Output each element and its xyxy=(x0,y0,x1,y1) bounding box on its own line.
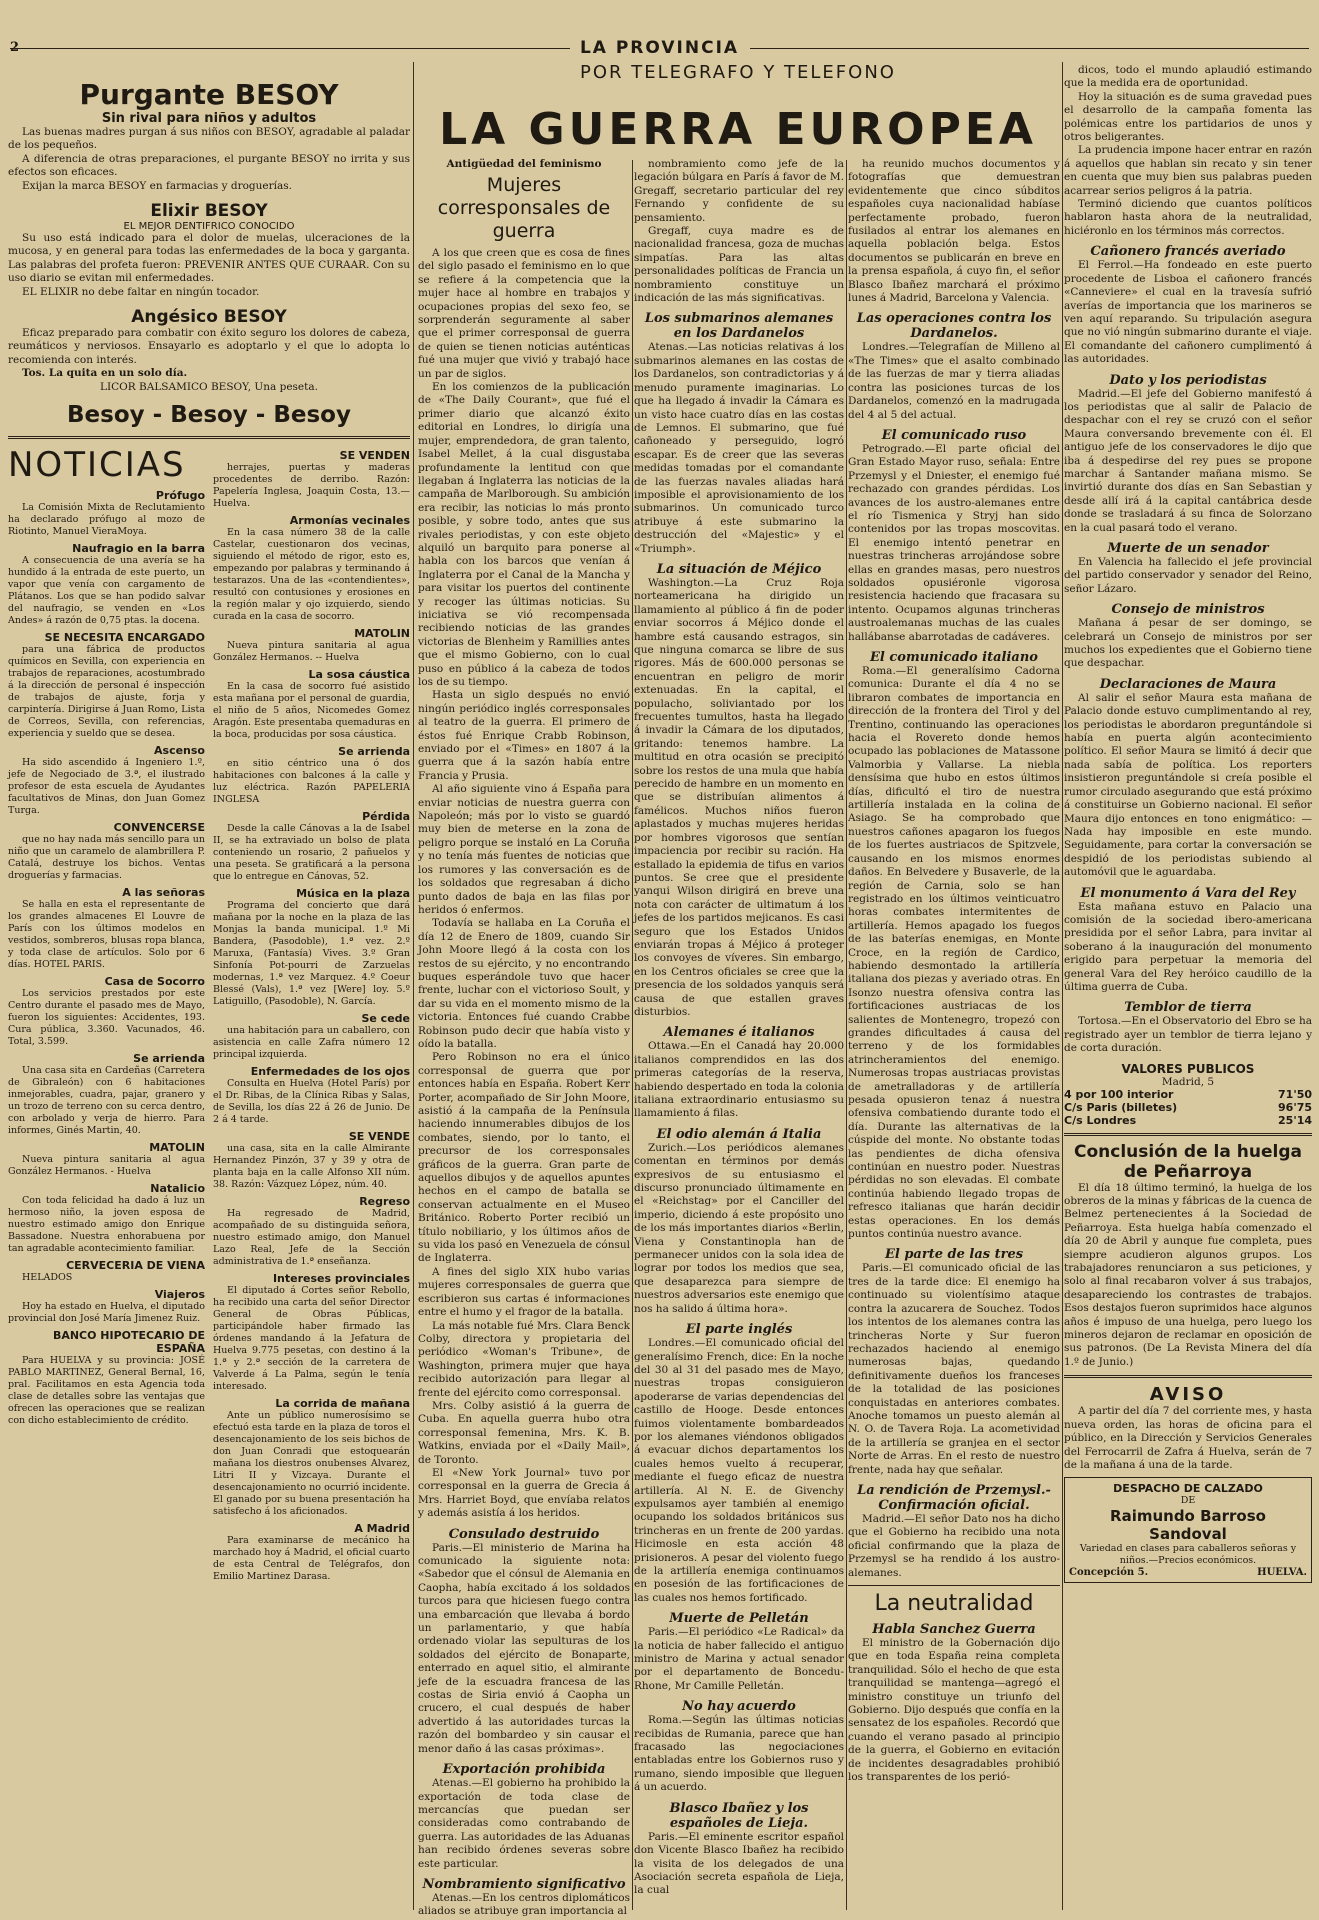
article-paragraph: Mrs. Colby asistió á la guerra de Cuba. En aquella guerra hubo otra corresponsal femenina, Mrs. K. B. Watkins, enviada por el «Daily Mail», de Toronto. xyxy=(418,1399,630,1466)
news-text: El día 18 último terminó, la huelga de los obreros de la minas y fábricas de la cuenca de Belmez pertenecientes á la Sociedad de Peñarroya. Esta huelga había comenzado el día 20 de Abril y aunque fue completa, pues siempre acudieron algunos grupos. Los trabajadores renunciaron a sus peticiones, y solo al final recabaron volver á sus trabajos, desapareciendo los contrastes de trabajos. Esos destajos fueron suprimidos hace algunos años é impuso de una huelga, pero luego los mineros dejaron de reclamar en oposición de sus patronos. (De La Revista Minera del día 1.º de Junio.) xyxy=(1064,1181,1312,1368)
noticia-title: A las señoras xyxy=(122,886,205,900)
column-news-3 xyxy=(634,158,844,1910)
noticia-text: en sitio céntrico una ó dos habitaciones con balcones á la calle y luz eléctrica. Razón PAPELERIA INGLESA xyxy=(213,758,410,806)
valores-title: VALORES PUBLICOS xyxy=(1121,1061,1255,1076)
news-title: La rendición de Przemysl.-Confirmación oficial. xyxy=(857,1482,1051,1513)
valores-value: 25'14 xyxy=(1278,1113,1312,1127)
besoy-footer: Besoy - Besoy - Besoy xyxy=(67,402,351,429)
news-title: Consejo de ministros xyxy=(1111,602,1265,618)
noticia-text: Ha sido ascendido á Ingeniero 1.º, jefe de Negociado de 3.ª, el ilustrado profesor de esta escuela de Ayudantes facultativos de Minas, don Juan Gomez Turga. xyxy=(8,757,205,817)
news-text: Al salir el señor Maura esta mañana de Palacio donde estuvo cumplimentando al rey, los periodistas le abordaron preguntándole si había en puerta algún acontecimiento político. El señor Maura se limitó á decir que nada sabía de política. Los reporters insistieron preguntándole si creía posible el rumor circulado asegurando que está próximo á constituirse un Gobierno nacional. El señor Maura dijo entonces en tono enigmático: —Nada hay imposible en este mundo. Seguidamente, para cortar la conversación se despidió de los periodistas subiendo al automóvil que le aguardaba. xyxy=(1064,691,1312,879)
news-title: El odio alemán á Italia xyxy=(656,1126,822,1142)
column-news-4 xyxy=(848,158,1060,1910)
elixir-text: Su uso está indicado para el dolor de muelas, ulceraciones de la mucosa, y en general para todas las enfermedades de la boca y garganta. Las palabras del profeta fueron: PREVENIR ANTES QUE CURAAR. Con su uso diario se evitan mil enfermedades. xyxy=(8,232,410,285)
news-text: dicos, todo el mundo aplaudió estimando que la medida era de oportunidad. xyxy=(1064,64,1312,90)
article-paragraph: Hasta un siglo después no envió ningún periódico inglés corresponsales al teatro de la guerra. El primero de éstos fué Enrique Crabb Robinson, enviado por el «Times» en 1807 á la guerra que á la sazón había entre Francia y Prusia. xyxy=(418,689,630,782)
news-text: Atenas.—El gobierno ha prohibido la exportación de toda clase de mercancías que puedan ser consideradas como contrabando de guerra. Las autoridades de las Aduanas han recibido órdenes severas sobre este particular. xyxy=(418,1777,630,1870)
news-text: Esta mañana estuvo en Palacio una comisión de la sociedad ibero-americana presidida por el señor Labra, para invitar al soberano á la inauguración del monumento erigido para perpetuar la memoria del general Vara del Rey heróico caudillo de la última guerra de Cuba. xyxy=(1064,900,1312,993)
valores-value: 71'50 xyxy=(1278,1087,1312,1101)
noticia-title: Natalicio xyxy=(150,1182,205,1196)
news-title: El comunicado ruso xyxy=(881,427,1027,443)
news-title: Los submarinos alemanes en los Dardanelos xyxy=(644,311,834,342)
news-title-large: Conclusión de la huelga de Peñarroya xyxy=(1074,1141,1302,1182)
angesico-title: Angésico BESOY xyxy=(131,307,287,328)
article-paragraph: La más notable fué Mrs. Clara Benck Colby, directora y propietaria del periódico «Woman's Tribune», de Washington, primera mujer que haya recibido autorización para llegar al frente del ejército como corresponsal. xyxy=(418,1319,630,1399)
divider xyxy=(848,1585,1060,1586)
news-text: Paris.—El comunicado oficial de las tres de la tarde dice: El enemigo ha continuado su violentísimo ataque contra la azucarera de Souchez. Todos los intentos de los alemanes contra las trincheras Norte y Sur fueron rechazados haciendo al enemigo numerosas bajas, quedando definitivamente dueños los franceses de la totalidad de las posiciones conquistadas en anteriores combates. Anoche tomamos un puesto alemán al N. O. de Tavera Roja. La acometividad de la artillería se granjea en el sector Norte de Arras. En el resto de nuestro frente, nada hay que señalar. xyxy=(848,1262,1060,1476)
article-paragraph: En los comienzos de la publicación de «The Daily Courant», que fué el primer diario que alcanzó éxito editorial en Londres, lo dirigía una mujer, emprendedora, de gran talento, Isabel Mellet, á la cual disgustaba profundamente la lentitud con que llegaban á Inglaterra las noticias de la campaña de Marlborough. Su ambición era recibir, las noticias lo más pronto posible, y sobre todo, antes que sus rivales periodistas, y con este objeto alquiló un barquito para ponerse al habla con los barcos que venían á Inglaterra por el Canal de la Mancha y para visitar los puertos del continente y recoger las últimas noticias. Su iniciativa se vió recompensada recibiendo noticias de las grandes victorias de Blenheim y Ramillies antes que el mismo Gobierno, con lo cual puso en público á la cabeza de todos los de su tiempo. xyxy=(418,381,630,688)
noticia-text: Con toda felicidad ha dado á luz un hermoso niño, la joven esposa de nuestro estimado amigo don Enrique Bassadone. Nuestra enhorabuena por tan agradable acontecimiento familiar. xyxy=(8,1195,205,1255)
news-title: Blasco Ibañez y los españoles de Lieja. xyxy=(669,1800,809,1831)
calzado-text: Variedad en clases para caballeros señoras y niños.—Precios económicos. xyxy=(1079,1543,1297,1567)
column-rule xyxy=(413,62,414,1910)
tos-text: Tos. La quita en un solo día. xyxy=(22,367,188,380)
besoy-text: Exijan la marca BESOY en farmacias y droguerías. xyxy=(22,179,292,192)
calzado-address xyxy=(1069,1567,1307,1578)
article-paragraph: El «New York Journal» tuvo por corresponsal en la guerra de Grecia á Mrs. Harriet Boyd, que envíaba relatos y además asistía á los heridos. xyxy=(418,1466,630,1520)
valores-row xyxy=(1064,1101,1312,1114)
column-ads-noticias xyxy=(8,64,410,1910)
news-text: ha reunido muchos documentos y fotografías que demuestran evidentemente que cinco súbditos españoles cuya nacionalidad habíase perfectamente probado, fueron fusilados al entrar los alemanes en aquella población belga. Estos documentos se publicarán en breve en la prensa española, á cuyo fin, el señor Blasco Ibañez marchará el próximo lunes á Madrid, Barcelona y Valencia. xyxy=(848,158,1060,305)
article-kicker: Antigüedad del feminismo xyxy=(446,158,602,170)
news-title: Muerte de Pelletán xyxy=(669,1611,809,1627)
news-title: El parte inglés xyxy=(685,1322,793,1338)
news-text: Londres.—El comunicado oficial del generalísimo French, dice: En la noche del 30 al 31 del pasado mes de Mayo, nuestras tropas consiguieron apoderarse de varias dependencias del castillo de Hooge. Desde entonces fuimos violentamente bombardeados por los alemanes viéndonos obligados á evacuar dichos departamentos los cuales hemos vuelto á recuperar, mediante el fuego eficaz de nuestra artillería. Al N. E. de Givenchy expulsamos ayer también al enemigo ocupando los soldados británicos sus trincheras en un frente de 200 yardas. Hicimosle en esta acción 48 prisioneros. A pesar del violento fuego de la artillería enemiga continuamos en posesión de las fortificaciones de las cuales nos hemos fortificado. xyxy=(634,1337,844,1604)
news-text: Madrid.—El jefe del Gobierno manifestó á los periodistas que al salir de Palacio de despachar con el rey se cruzó con el señor Maura conversando brevemente con él. El antiguo jefe de los conservadores le dijo que iba á despedirse del rey pues se propone marchar á Santander mañana mismo. Se invirtió durante dos días en San Sebastian y desde allí irá á la capital cantábrica desde donde se trasladará á su finca de Solorzano en la cual pasará todo el verano. xyxy=(1064,387,1312,534)
column-rule xyxy=(846,160,847,1910)
column-news-5 xyxy=(1064,64,1312,1910)
news-text: Washington.—La Cruz Roja norteamericana ha dirigido un llamamiento al público á fin de poder enviar socorros á Méjico donde el hambre está causando estragos, sin que ninguna comarca se libre de sus rigores. Más de 600.000 personas se encuentran en peligro de morir extenuadas. En la capital, el populacho, soliviantado por los frecuentes tumultos, hasta ha llegado á invadir la Cámara de los diputados, gritando: tenemos hambre. La multitud en otra ocasión se precipitó sobre los restos de una mula que había perecido de hambre en un momento en que se distribuían alimentos á famélicos. Muchos niños fueron aplastados y muchas mujeres heridas por hombres vigorosos que sentían impaciencia por recibir su ración. Ha estallado la epidemia de tifus en varios puntos. Se cree que el presidente yanqui Wilson dirigirá en breve una nota con carácter de ultimatum á los jefes de los partidos mejicanos. Es casi seguro que los Estados Unidos enviarán tropas á Méjico á proteger los convoyes de víveres. Sin embargo, en los Centros oficiales se cree que la presencia de los soldados yanquis será causa de que estallen graves disturbios. xyxy=(634,576,844,1018)
news-text: Atenas.—En los centros diplomáticos aliados se atribuye gran importancia al xyxy=(418,1891,630,1918)
noticias-right xyxy=(213,445,410,1583)
divider xyxy=(1064,1133,1312,1136)
valores-row xyxy=(1064,1114,1312,1127)
calzado-city: HUELVA. xyxy=(1257,1567,1307,1579)
news-text: Londres.—Telegrafían de Milleno al «The Times» que el asalto combinado de las fuerzas de mar y tierra aliadas contra las posiciones turcas de los Dardanelos, comenzó en la madrugada del 4 al 5 del actual. xyxy=(848,341,1060,421)
calzado-title: DESPACHO DE CALZADO xyxy=(1113,1482,1263,1496)
news-title: Las operaciones contra los Dardanelos. xyxy=(856,311,1052,342)
noticia-text: una habitación para un caballero, con asistencia en calle Zafra número 12 principal izquierda. xyxy=(213,1025,410,1061)
noticia-title: La sosa cáustica xyxy=(308,668,410,682)
news-title: El comunicado italiano xyxy=(870,650,1038,665)
news-title: Cañonero francés averiado xyxy=(1090,244,1286,260)
news-text: Zurich.—Los periódicos alemanes comentan en términos por demás expresivos de su entusiasmo el discurso pronunciado últimamente en el «Reichstag» por el Canciller del imperio, diciendo á este propósito uno de los más importantes diarios «Berlin, Viena y Constantinopla han de permanecer unidos con la sola idea de lograr por todos los medios que sea, que desaparezca para siempre de nuestros adversarios este enemigo que nos ha salido á última hora». xyxy=(634,1141,844,1315)
news-text: Hoy la situación es de suma gravedad pues el desarrollo de la campaña fomenta las polémicas entre los partidarios de unos y otros beligerantes. xyxy=(1064,90,1312,144)
noticia-text: HELADOS xyxy=(22,1272,73,1284)
noticia-text: Una casa sita en Cardeñas (Carretera de Gibraleón) con 6 habitaciones inmejorables, cuadra, pajar, granero y un trozo de terreno con su cerca dentro, con arbolado y verja de hierro. Para informes, Ginés Martin, 40. xyxy=(8,1065,205,1137)
noticia-title: CONVENCERSE xyxy=(113,821,205,835)
main-headline: LA GUERRA EUROPEA xyxy=(439,104,1037,155)
valores-table xyxy=(1064,1088,1312,1127)
noticia-text: para una fábrica de productos químicos en Sevilla, con experiencia en trabajos de reparaciones, acostumbrado á la dirección de personal é inspección de trabajos de ajuste, forja y carpintería. Dirigirse á Juan Romo, Lista de Correos, Sevilla, con referencias, experiencia y sueldo que se desea. xyxy=(8,644,205,740)
noticia-text: Desde la calle Cánovas a la de Isabel II, se ha extraviado un bolso de plata conteniendo un rosario, 2 pañuelos y una peseta. Se gratificará a la persona que lo entregue en Cánovas, 52. xyxy=(213,823,410,883)
news-text: Paris.—El eminente escritor español don Vicente Blasco Ibañez ha recibido la visita de los delegados de una Asociación secreta española de Lieja, la cual xyxy=(634,1830,844,1897)
noticia-title: CERVECERIA DE VIENA xyxy=(66,1259,205,1273)
news-title: No hay acuerdo xyxy=(682,1699,796,1715)
noticia-text: que no hay nada más sencillo para un niño que un caramelo de alambrillera P. Catalá, destruye los bichos. Ventas droguerías y farmacias. xyxy=(8,834,205,882)
page-number: 2 xyxy=(10,40,20,55)
besoy-text: A diferencia de otras preparaciones, el purgante BESOY no irrita y sus efectos son eficaces. xyxy=(8,152,410,179)
noticia-title: A Madrid xyxy=(354,1522,410,1536)
aviso-text: A partir del día 7 del corriente mes, y hasta nueva orden, las horas de oficina para el público, en la Dirección y Servicios Generales del Ferrocarril de Zafra á Huelva, serán de 7 de la mañana á una de la tarde. xyxy=(1064,1405,1312,1471)
noticia-text: Los servicios prestados por este Centro durante el pasado mes de Mayo, fueron los siguientes: Accidentes, 193. Cura pública, 3.360. Vacunados, 46. Total, 3.599. xyxy=(8,988,205,1048)
noticia-title: La corrida de mañana xyxy=(275,1397,410,1411)
news-text: Roma.—Según las últimas noticias recibidas de Rumania, parece que han fracasado las negociaciones entabladas entre los Gobiernos ruso y rumano, siendo imposible que lleguen á un acuerdo. xyxy=(634,1714,844,1794)
news-text: Terminó diciendo que cuantos políticos hablaron hasta ahora de la neutralidad, hiciéronlo en los términos más correctos. xyxy=(1064,198,1312,237)
noticia-title: Prófugo xyxy=(155,489,205,503)
news-text: Petrogrado.—El parte oficial del Gran Estado Mayor ruso, señala: Entre Przemysl y el Dniester, el enemigo fué rechazado con grandes pérdidas. Los avances de los austro-alemanes entre el río Tismenica y Stryj han sido contenidos por las tropas moscovitas. El enemigo intentó penetrar en nuestras trincheras arrojándose sobre ellas en grandes masas, pero nuestros soldados opusiéronle vigorosa resistencia haciendo que fracasara su intento. Ocupamos algunas trincheras austroalemanas muchas de las cuales hallábanse abarrotadas de cadáveres. xyxy=(848,442,1060,643)
news-text: Gregaff, cuya madre es de nacionalidad francesa, goza de muchas simpatías. Para las altas personalidades políticas de Francia un nombramiento constituye un indicación de las más significativas. xyxy=(634,225,844,305)
noticia-title: Regreso xyxy=(359,1195,410,1209)
noticia-text: Consulta en Huelva (Hotel París) por el Dr. Ribas, de la Clínica Ribas y Salas, de Sevilla, los días 22 á 26 de Junio. De 2 á 4 tarde. xyxy=(213,1078,410,1126)
section-title: POR TELEGRAFO Y TELEFONO xyxy=(580,62,896,83)
licor-text: LICOR BALSAMICO BESOY, Una peseta. xyxy=(100,380,318,393)
news-title: Dato y los periodistas xyxy=(1109,372,1267,388)
valores-label: C/s Paris (billetes) xyxy=(1064,1100,1178,1114)
noticias-section xyxy=(8,445,410,1583)
noticia-title: Se arrienda xyxy=(133,1052,205,1066)
noticia-text: Para examinarse de mecánico ha marchado hoy á Madrid, el oficial cuarto de esta Central de Telégrafos, don Emilio Martinez Darasa. xyxy=(213,1535,410,1583)
valores-label: C/s Londres xyxy=(1064,1113,1137,1127)
noticias-header: NOTICIAS xyxy=(8,445,186,486)
news-text: En Valencia ha fallecido el jefe provincial del partido conservador y senador del Reino, señor Lázaro. xyxy=(1064,556,1312,595)
noticia-title: BANCO HIPOTECARIO DE ESPAÑA xyxy=(52,1329,205,1356)
news-text: nombramiento como jefe de la legación búlgara en París á favor de M. Gregaff, secretario particular del rey Fernando y confidente de su pensamiento. xyxy=(634,158,844,224)
noticia-text: una casa, sita en la calle Almirante Hernandez Pinzón, 37 y 39 y otra de planta baja en la calle Alfonso XII núm. 38. Razón: Vázquez López, núm. 40. xyxy=(213,1143,410,1191)
noticia-title: Naufragio en la barra xyxy=(72,542,205,556)
news-title-large: La neutralidad xyxy=(874,1591,1034,1616)
calzado-de: DE xyxy=(1180,1495,1196,1507)
column-rule xyxy=(632,160,633,1910)
noticia-title: MATOLIN xyxy=(149,1141,205,1155)
noticia-text: herrajes, puertas y maderas procedentes de derribo. Razón: Papelería Inglesa, Joaquin Costa, 13.—Huelva. xyxy=(213,462,410,510)
calzado-name: Raimundo Barroso Sandoval xyxy=(1110,1507,1266,1544)
noticia-title: Viajeros xyxy=(154,1288,205,1302)
noticia-title: Intereses provinciales xyxy=(272,1272,410,1286)
news-title: La situación de Méjico xyxy=(656,561,822,577)
noticias-left xyxy=(8,445,205,1583)
news-text: Roma.—El generalísimo Cadorna comunica: Durante el día 4 no se libraron combates de importancia en dirección de la frontera del Tirol y del Trentino, continuando las operaciones hacia el Rovereto donde hemos ocupado las poblaciones de Matassone Valmorbia y Vallarse. La niebla densísima que hubo en estos últimos días, dificultó el tiro de nuestra artillería instalada en la colina de Asiago. Se ha comprobado que nuestros cañones apagaron los fuegos de los fuertes austriacos de Spitzvele, causando en los mismos enormes daños. En Belvedere y Busaverle, de la región de Carnia, solo se han registrado en los últimos veinticuatro horas combates intermitentes de artillería. Hemos apagado los fuegos de las baterías enemigas, en Monte Croce, en la región de Cardico, habiendo desmontado la artillería italiana dos piezas y averiado otras. En Isonzo nuestra ofensiva contra las fortificaciones austriacas de los salientes de Montenegro, tropezó con grandes dificultades á causa del terreno y de los formidables atrincheramientos del enemigo. Numerosas tropas austriacas provistas de ametralladoras y de artillería pesada opusieron tenaz á nuestra ofensiva combatiendo durante todo el día. Durante las alternativas de la cúspide del monte. No obstante todas las pendientes de dicha ofensiva continúan en nuestro poder. Nuestras pérdidas no son elevadas. El combate continúa habiendo llegado tropas de refresco italianas que harán decidir estas operaciones. En los demás puntos continúa nuestro avance. xyxy=(848,665,1060,1241)
article-title: Mujeres corresponsales de guerra xyxy=(437,174,611,242)
noticia-text: Programa del concierto que dará mañana por la noche en la plaza de las Monjas la banda municipal. 1.º Mi Bandera, (Pasodoble), 1.ª vez. 2.º Maruxa, (Fantasía) Vives. 3.º Gran Sinfonía Pot-pourri de Zarzuelas modernas, 1.ª vez Marquez. 4.º Coeur Blessé (Vals), 1.ª vez [Were] loy. 5.º Latiguillo, (Pasodoble), N. García. xyxy=(213,900,410,1008)
elixir-title: Elixir BESOY xyxy=(150,201,268,222)
article-paragraph: Al año siguiente vino á España para enviar noticias de nuestra guerra con Napoleón; más por lo visto se guardó muy bien de meterse en la zona de peligro porque se instaló en La Coruña y no tenía más fuentes de noticias que los rumores y las conversación es de los soldados que regresaban á dicho punto dados de baja en las filas por heridos ó enfermos. xyxy=(418,783,630,916)
noticia-text: Ha regresado de Madrid, acompañado de su distinguida señora, nuestro estimado amigo, don Manuel Lazo Real, Jefe de la Sección administrativa de 1.ª enseñanza. xyxy=(213,1208,410,1268)
news-text: Madrid.—El señor Dato nos ha dicho que el Gobierno ha recibido una nota oficial confirmando que la plaza de Przemysl se ha rendido á los austro-alemanes. xyxy=(848,1512,1060,1579)
besoy-title: Purgante BESOY xyxy=(79,78,339,111)
news-title: El parte de las tres xyxy=(884,1247,1024,1263)
noticia-text: Se halla en esta el representante de los grandes almacenes El Louvre de París con los últimos modelos en vestidos, sombreros, blusas ropa blanca, y toda clase de artículos. Solo por 6 días. HOTEL PARIS. xyxy=(8,899,205,971)
news-title: Exportación prohibida xyxy=(442,1762,606,1778)
valores-value: 96'75 xyxy=(1278,1100,1312,1114)
news-text: La prudencia impone hacer entrar en razón á aquellos que hablan sin recato y sin tener en cuenta que muy bien sus palabras pueden acarrear serios peligros á la patria. xyxy=(1064,144,1312,197)
noticia-title: SE NECESITA ENCARGADO xyxy=(44,631,205,645)
news-text: Paris.—El ministerio de Marina ha comunicado la siguiente nota: «Sabedor que el cónsul de Alemania en Caopha, había excitado á los soldados turcos para que hiciesen fuego contra una embarcación que llevaba á bordo un parlamentario, y que había ordenado violar las sepulturas de los soldados del ejército de Bonaparte, enterrado en aquel sitio, el almirante jefe de la escuadra francesa de las costas de Siria envió á Caopha un crucero, el cual después de haber advertido á las autoridades turcas la razón del bombardeo y sin causar el menor daño á las casas próximas». xyxy=(418,1541,630,1755)
noticia-title: MATOLIN xyxy=(354,627,410,641)
news-title: El monumento á Vara del Rey xyxy=(1080,885,1296,901)
divider xyxy=(1064,1375,1312,1378)
news-text: Paris.—El periódico «Le Radical» da la noticia de haber fallecido el antiguo ministro de Marina y actual senador por el departamento de Boncedu-Rhone, Mr Camille Pelletán. xyxy=(634,1626,844,1692)
article-paragraph: Todavía se hallaba en La Coruña el día 12 de Enero de 1809, cuando Sir John Moore llegó á la costa con los restos de su ejército, y no encontrando buques esperándole tuvo que hacer frente, luchar con el victorioso Soult, y dar su vida en el momento mismo de la victoria. Entonces fué cuando Crabbe Robinson pudo decir que había visto y oído la batalla. xyxy=(418,917,630,1050)
news-subtitle: Habla Sanchez Guerra xyxy=(872,1622,1036,1637)
besoy-tagline: Sin rival para niños y adultos xyxy=(101,111,317,126)
noticia-text: A consecuencia de una avería se ha hundido á la entrada de este puerto, un vapor que venía con cargamento de Plátanos. Los que se han podido salvar del naufragio, se venden en «Los Andes» á razón de 0,75 ptas. la docena. xyxy=(8,555,205,627)
noticia-title: Armonías vecinales xyxy=(289,514,410,528)
calzado-ad xyxy=(1064,1477,1312,1583)
news-title: Muerte de un senador xyxy=(1107,541,1269,556)
valores-row xyxy=(1064,1088,1312,1101)
aviso-title: AVISO xyxy=(1149,1384,1227,1406)
article-paragraph: A los que creen que es cosa de fines del siglo pasado el feminismo en lo que se refiere á la competencia que la mujer hace al hombre en trabajos y ocupaciones propias del sexo feo, se sorprenderán seguramente al saber que el primer corresponsal de guerra de quien se tienen noticias auténticas fué una mujer que vivió y trabajó hace un par de siglos. xyxy=(418,247,630,380)
news-text: Ottawa.—En el Canadá hay 20.000 italianos comprendidos en las dos primeras categorías de la reserva, habiendo despertado en toda la colonia italiana extraordinario entusiasmo su llamamiento á filas. xyxy=(634,1040,844,1120)
noticia-title: SE VENDE xyxy=(348,1130,410,1144)
noticia-text: En la casa de socorro fué asistido esta mañana por el personal de guardia, el niño de 5 años, Nicomedes Gomez Aragón. Este presentaba quemaduras en la boca, producidas por sosa cáustica. xyxy=(213,681,410,741)
noticia-title: Ascenso xyxy=(154,744,205,758)
valores-city: Madrid, 5 xyxy=(1161,1075,1215,1088)
news-title: Alemanes é italianos xyxy=(663,1025,815,1041)
valores-label: 4 por 100 interior xyxy=(1064,1087,1174,1101)
noticia-title: Se cede xyxy=(361,1012,410,1026)
news-text: Atenas.—Las noticias relativas á los submarinos alemanes en las costas de los Dardanelos, son contradictorias y á menudo puramente imaginarias. Lo que ha llegado á invadir la Cámara es un visto hace cuatro días en las costas de Lemnos. El submarino, que fué cañoneado y perseguido, logró escapar. Es de creer que las severas medidas tomadas por el comandante de las fuerzas navales aliadas hará imposible el aprovisionamiento de los submarinos. Un comunicado turco atribuye á este submarino la destrucción del «Majestic» y el «Triumph». xyxy=(634,341,844,555)
news-text: El Ferrol.—Ha fondeado en este puerto procedente de Lisboa el cañonero francés «Canneviere» el cual en la travesía sufrió averías de importancia que los marineros se ven aquí reparando. Su tripulación asegura que no vió ningún submarino durante el viaje. El comandante del cañonero cumplimentó á las autoridades. xyxy=(1064,259,1312,366)
noticia-text: Nueva pintura sanitaria al agua González Hermanos. - Huelva xyxy=(8,1154,205,1178)
column-rule xyxy=(1062,62,1063,1910)
news-title: Nombramiento significativo xyxy=(422,1876,626,1892)
noticia-text: La Comisión Mixta de Reclutamiento ha declarado prófugo al mozo de Riotinto, Manuel VieraMoya. xyxy=(8,502,205,538)
noticia-text: Nueva pintura sanitaria al agua González Hermanos. -- Huelva xyxy=(213,640,410,664)
news-text: Mañana á pesar de ser domingo, se celebrará un Consejo de ministros por ser muchos los expedientes que el Gobierno tiene que despachar. xyxy=(1064,617,1312,670)
masthead xyxy=(10,30,1309,66)
column-feminismo xyxy=(418,158,630,1918)
noticia-title: Enfermedades de los ojos xyxy=(250,1065,410,1079)
news-title: Consulado destruido xyxy=(448,1526,600,1542)
article-paragraph: Pero Robinson no era el único corresponsal de guerra que por entonces había en España. Robert Kerr Porter, acompañado de Sir John Moore, asistió á la campaña de la Península haciendo innumerables dibujos de los combates, siendo, por lo tanto, el precursor de los corresponsales gráficos de la guerra. Gran parte de aquellos dibujos y de aquellos apuntes hechos en el campo de batalla se conservan actualmente en el Museo Británico. Roberto Porter recibió un título nobiliario, y los últimos años de su vida los pasó en Venezuela de cónsul de Inglaterra. xyxy=(418,1051,630,1265)
besoy-ad xyxy=(8,78,410,428)
noticia-title: Se arrienda xyxy=(338,745,410,759)
noticia-text: Para HUELVA y su provincia: JOSÉ PABLO MARTINEZ, General Bernal, 16, pral. Facilitamos en esta Agencia toda clase de detalles sobre las ventajas que ofrecen las operaciones que se realizan con dicho establecimiento de crédito. xyxy=(8,1355,205,1427)
noticia-text: El diputado á Cortes señor Rebollo, ha recibido una carta del señor Director General de Obras Públicas, participándole haber firmado las órdenes mandando á la Jefatura de Huelva 9.775 pesetas, con destino á la 1.ª y 2.ª sección de la carretera de Valverde á La Palma, según le tenía interesado. xyxy=(213,1285,410,1393)
noticia-text: Hoy ha estado en Huelva, el diputado provincial don José María Jimenez Ruiz. xyxy=(8,1301,205,1325)
elixir-subtitle: EL MEJOR DENTIFRICO CONOCIDO xyxy=(123,221,295,233)
noticia-title: Pérdida xyxy=(362,810,410,824)
article-paragraph: A fines del siglo XIX hubo varias mujeres corresponsales de guerra que escribieron sus cartas é informaciones entre el humo y el fragor de la batalla. xyxy=(418,1265,630,1319)
angesico-text: Eficaz preparado para combatir con éxito seguro los dolores de cabeza, reumáticos y nerviosos. Ensayarlo es adoptarlo y el que lo adopta lo recomienda con interés. xyxy=(8,327,410,366)
news-text: Tortosa.—En el Observatorio del Ebro se ha registrado ayer un temblor de tierra lejano y de corta duración. xyxy=(1064,1015,1312,1055)
elixir-text: EL ELIXIR no debe faltar en ningún tocador. xyxy=(22,285,260,298)
calzado-street: Concepción 5. xyxy=(1069,1567,1149,1579)
noticia-title: SE VENDEN xyxy=(339,449,410,463)
news-title: Declaraciones de Maura xyxy=(1099,676,1277,692)
divider xyxy=(8,436,410,439)
besoy-text: Las buenas madres purgan á sus niños con BESOY, agradable al paladar de los pequeños. xyxy=(8,126,410,152)
noticia-text: Ante un público numerosísimo se efectuó esta tarde en la plaza de toros el desencajonamiento de los seis bichos de don Juan Conradi que estoquearán mañana los diestros onubenses Alvarez, Litri II y Vizcaya. Durante el desencajonamiento no ocurrió incidente. El ganado por su buena presentación ha satisfecho á los aficionados. xyxy=(213,1410,410,1518)
noticia-title: Casa de Socorro xyxy=(104,975,205,989)
noticia-title: Música en la plaza xyxy=(296,887,410,901)
noticia-text: En la casa número 38 de la calle Castelar, cuestionaron dos vecinas, siguiendo el método de rigor, esto es, empezando por palabras y terminando á testarazos. Una de las «contendientes», resultó con contusiones y erosiones en la región malar y ojo izquierdo, siendo curada en la casa de socorro. xyxy=(213,527,410,623)
news-text: El ministro de la Gobernación dijo que en toda España reina completa tranquilidad. Sólo el hecho de que esta tranquilidad se mantenga—agregó el ministro constituye un triunfo del Gobierno. Dijo después que confía en la sensatez de los españoles. Recordó que cuando el verano pasado al principio de la guerra, el Gobierno en evitación de incidentes desagradables prohibió los transparentes de los perió- xyxy=(848,1637,1060,1784)
news-title: Temblor de tierra xyxy=(1124,1000,1252,1016)
newspaper-name: LA PROVINCIA xyxy=(570,38,750,58)
